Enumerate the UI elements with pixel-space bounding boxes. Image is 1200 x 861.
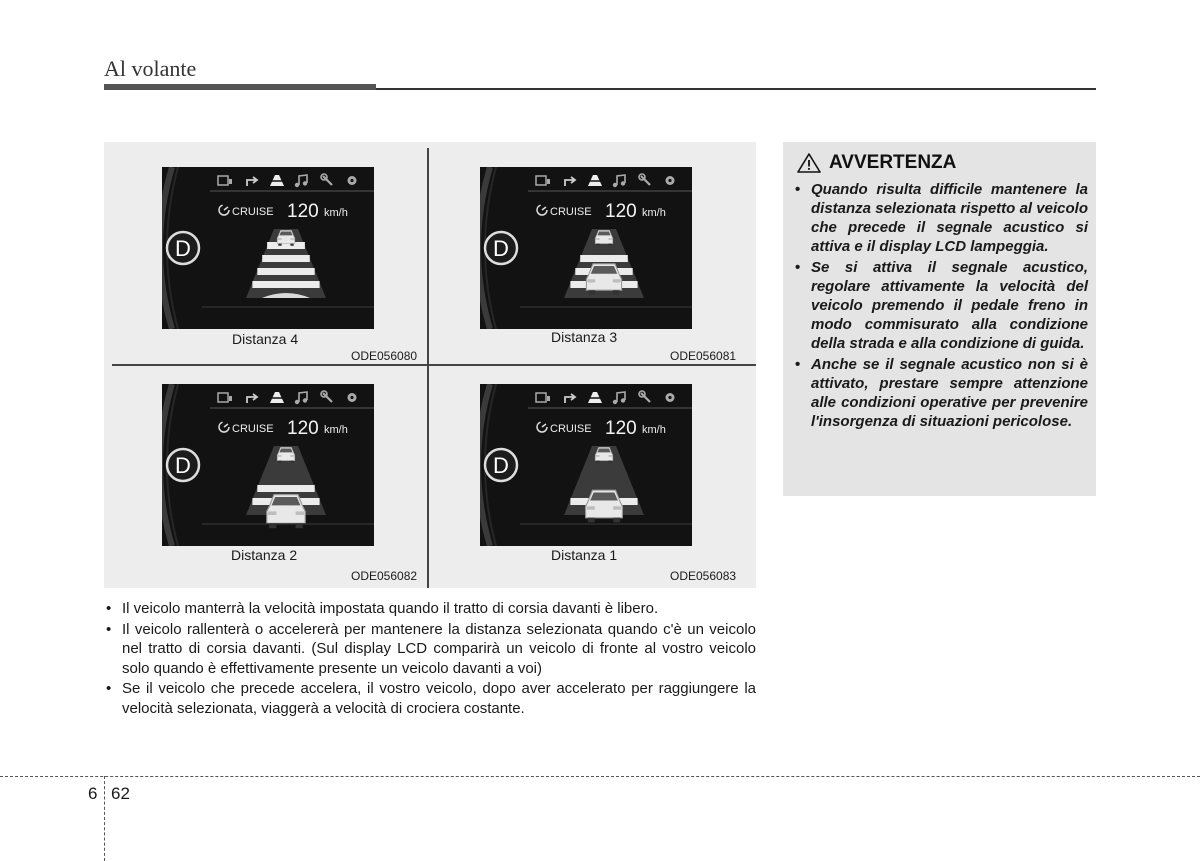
music-note-icon <box>613 392 625 404</box>
lead-vehicle-icon <box>277 230 295 245</box>
panel-code: ODE056080 <box>351 349 418 363</box>
lcd-display <box>480 384 692 546</box>
cruise-label: CRUISE <box>550 206 592 218</box>
body-bullet-list <box>104 599 756 719</box>
warning-box <box>783 142 1096 496</box>
speed-unit: km/h <box>324 424 348 436</box>
car-light <box>296 511 304 515</box>
gear-icon <box>348 176 357 185</box>
car-light <box>588 279 596 282</box>
navigation-arrow-icon <box>565 177 575 186</box>
car-light <box>596 238 600 240</box>
lead-vehicle-icon <box>595 447 613 462</box>
car-light <box>278 238 282 240</box>
trip-shape <box>536 176 546 185</box>
road-lane-icon <box>588 175 602 186</box>
car-windshield <box>597 449 610 453</box>
cruise-icon <box>537 205 547 215</box>
arrow-shape <box>247 394 257 403</box>
gear-indicator: D <box>175 453 191 478</box>
car-light <box>278 455 282 457</box>
note-shape <box>303 398 307 402</box>
car-wheel <box>608 461 611 463</box>
gear-shape <box>350 396 353 399</box>
header-rule-thin <box>376 88 1096 90</box>
set-speed: 120 <box>605 418 637 439</box>
distance-bar <box>257 485 314 492</box>
note-shape <box>295 400 299 404</box>
music-note-icon <box>295 175 307 187</box>
road-lane-icon <box>270 175 284 186</box>
warning-title: AVVERTENZA <box>829 152 957 173</box>
distance-bar <box>262 255 310 262</box>
gear-indicator: D <box>493 236 509 261</box>
car-wheel <box>278 244 281 246</box>
cruise-icon <box>537 422 547 432</box>
car-wheel <box>589 290 596 294</box>
panel-code: ODE056081 <box>670 349 737 363</box>
lcd-display <box>162 384 374 546</box>
gear-shape <box>350 179 353 182</box>
set-speed: 120 <box>287 418 319 439</box>
warning-item: • Anche se il segnale acustico non si è attivato, prestare sempre attenzione alle condizioni operative per prevenire l'insorgenza di situazioni pericolose. <box>793 355 1088 431</box>
lcd-panel-distance-2 <box>162 384 374 546</box>
music-note-icon <box>613 175 625 187</box>
trip-shape <box>229 179 232 184</box>
note-shape <box>621 398 625 402</box>
cruise-distance-figure <box>104 142 756 588</box>
panel-code: ODE056083 <box>670 569 737 583</box>
wrench-icon <box>639 174 650 185</box>
figure-divider-vertical <box>427 148 429 588</box>
car-light <box>608 455 612 457</box>
warning-list <box>793 180 1088 433</box>
navigation-arrow-icon <box>565 394 575 403</box>
road-lane-icon <box>588 392 602 403</box>
own-vehicle-icon <box>586 490 623 522</box>
cruise-label: CRUISE <box>232 206 274 218</box>
body-bullet: • Il veicolo manterrà la velocità impostata quando il tratto di corsia davanti è libero. <box>104 599 756 619</box>
body-bullet: • Se il veicolo che precede accelera, il vostro veicolo, dopo aver accelerato per raggiungere la velocità selezionata, viaggerà a velocità di crociera costante. <box>104 679 756 718</box>
lcd-panel-distance-3 <box>480 167 692 329</box>
car-wheel <box>608 244 611 246</box>
car-wheel <box>278 461 281 463</box>
car-windshield <box>591 266 617 274</box>
cruise-needle <box>224 424 228 427</box>
car-light <box>290 238 294 240</box>
cruise-label: CRUISE <box>232 423 274 435</box>
car-wheel <box>613 290 620 294</box>
footer-rule <box>0 776 1200 777</box>
set-speed: 120 <box>287 201 319 222</box>
car-wheel <box>588 518 595 523</box>
cruise-icon <box>219 422 229 432</box>
footer-vertical-rule <box>104 776 105 861</box>
gear-shape <box>668 396 671 399</box>
distance-bar <box>257 268 314 275</box>
trip-shape <box>218 176 228 185</box>
road-lane-icon <box>270 392 284 403</box>
header-rule-thick <box>104 84 376 90</box>
note-shape <box>621 181 625 185</box>
car-light <box>587 506 595 509</box>
car-wheel <box>596 244 599 246</box>
wrench-icon <box>321 391 332 402</box>
trip-shape <box>218 393 228 402</box>
lcd-panel-distance-4 <box>162 167 374 329</box>
car-light <box>608 238 612 240</box>
car-windshield <box>597 232 610 236</box>
music-note-icon <box>295 392 307 404</box>
panel-caption: Distanza 3 <box>551 329 618 345</box>
trip-icon <box>536 393 550 402</box>
trip-icon <box>536 176 550 185</box>
set-speed: 120 <box>605 201 637 222</box>
wrench-icon <box>639 391 650 402</box>
car-wheel <box>596 461 599 463</box>
arrow-shape <box>565 177 575 186</box>
car-light <box>613 506 621 509</box>
trip-icon <box>218 176 232 185</box>
panel-caption: Distanza 4 <box>232 331 299 347</box>
car-light <box>613 279 621 282</box>
page-number: 62 <box>111 784 130 803</box>
cruise-icon <box>219 205 229 215</box>
cruise-label: CRUISE <box>550 423 592 435</box>
gear-icon <box>666 176 675 185</box>
panel-code: ODE056082 <box>351 569 418 583</box>
body-bullet: • Il veicolo rallenterà o accelererà per mantenere la distanza selezionata quando c'è un veicolo nel tratto di corsia davanti. (Sul display LCD comparirà un veicolo di fronte al vostro veicolo solo quando è effettivamente presente un veicolo davanti a voi) <box>104 620 756 679</box>
warning-triangle-icon <box>797 153 821 173</box>
speed-unit: km/h <box>642 424 666 436</box>
car-windshield <box>272 497 301 505</box>
car-light <box>268 511 276 515</box>
car-wheel <box>613 518 620 523</box>
trip-shape <box>547 179 550 184</box>
cruise-needle <box>224 207 228 210</box>
gear-indicator: D <box>175 236 191 261</box>
note-shape <box>295 183 299 187</box>
own-vehicle-icon <box>267 495 305 529</box>
note-shape <box>303 181 307 185</box>
trip-shape <box>536 393 546 402</box>
figure-divider-horizontal <box>112 364 756 366</box>
car-wheel <box>290 461 293 463</box>
lead-vehicle-icon <box>595 230 613 245</box>
car-windshield <box>590 493 618 501</box>
lead-vehicle-icon <box>277 447 295 462</box>
navigation-arrow-icon <box>247 177 257 186</box>
distance-bar <box>580 255 628 262</box>
trip-icon <box>218 393 232 402</box>
own-vehicle-icon <box>586 264 621 295</box>
cruise-needle <box>542 207 546 210</box>
note-shape <box>613 400 617 404</box>
distance-bar <box>252 281 319 288</box>
speed-unit: km/h <box>324 207 348 219</box>
gear-shape <box>668 179 671 182</box>
panel-caption: Distanza 2 <box>231 547 298 563</box>
wrench-icon <box>321 174 332 185</box>
trip-shape <box>547 396 550 401</box>
gear-icon <box>348 393 357 402</box>
speed-unit: km/h <box>642 207 666 219</box>
warning-header <box>797 152 956 174</box>
arrow-shape <box>247 177 257 186</box>
chapter-number: 6 <box>88 784 98 803</box>
cruise-needle <box>542 424 546 427</box>
car-light <box>290 455 294 457</box>
car-windshield <box>279 449 292 453</box>
note-shape <box>613 183 617 187</box>
navigation-arrow-icon <box>247 394 257 403</box>
lcd-display <box>480 167 692 329</box>
arrow-shape <box>565 394 575 403</box>
warning-item: • Se si attiva il segnale acustico, regolare attivamente la velocità del veicolo premendo il pedale freno in modo commisurato alla condizione della strada e alla condizione di guida. <box>793 258 1088 353</box>
page-header-title: Al volante <box>104 56 197 81</box>
panel-caption: Distanza 1 <box>551 547 618 563</box>
car-light <box>596 455 600 457</box>
car-windshield <box>279 232 292 236</box>
lcd-panel-distance-1 <box>480 384 692 546</box>
gear-icon <box>666 393 675 402</box>
gear-indicator: D <box>493 453 509 478</box>
trip-shape <box>229 396 232 401</box>
warning-item: • Quando risulta difficile mantenere la distanza selezionata rispetto al veicolo che precede il segnale acustico si attiva e il display LCD lampeggia. <box>793 180 1088 256</box>
car-wheel <box>290 244 293 246</box>
lcd-display <box>162 167 374 329</box>
